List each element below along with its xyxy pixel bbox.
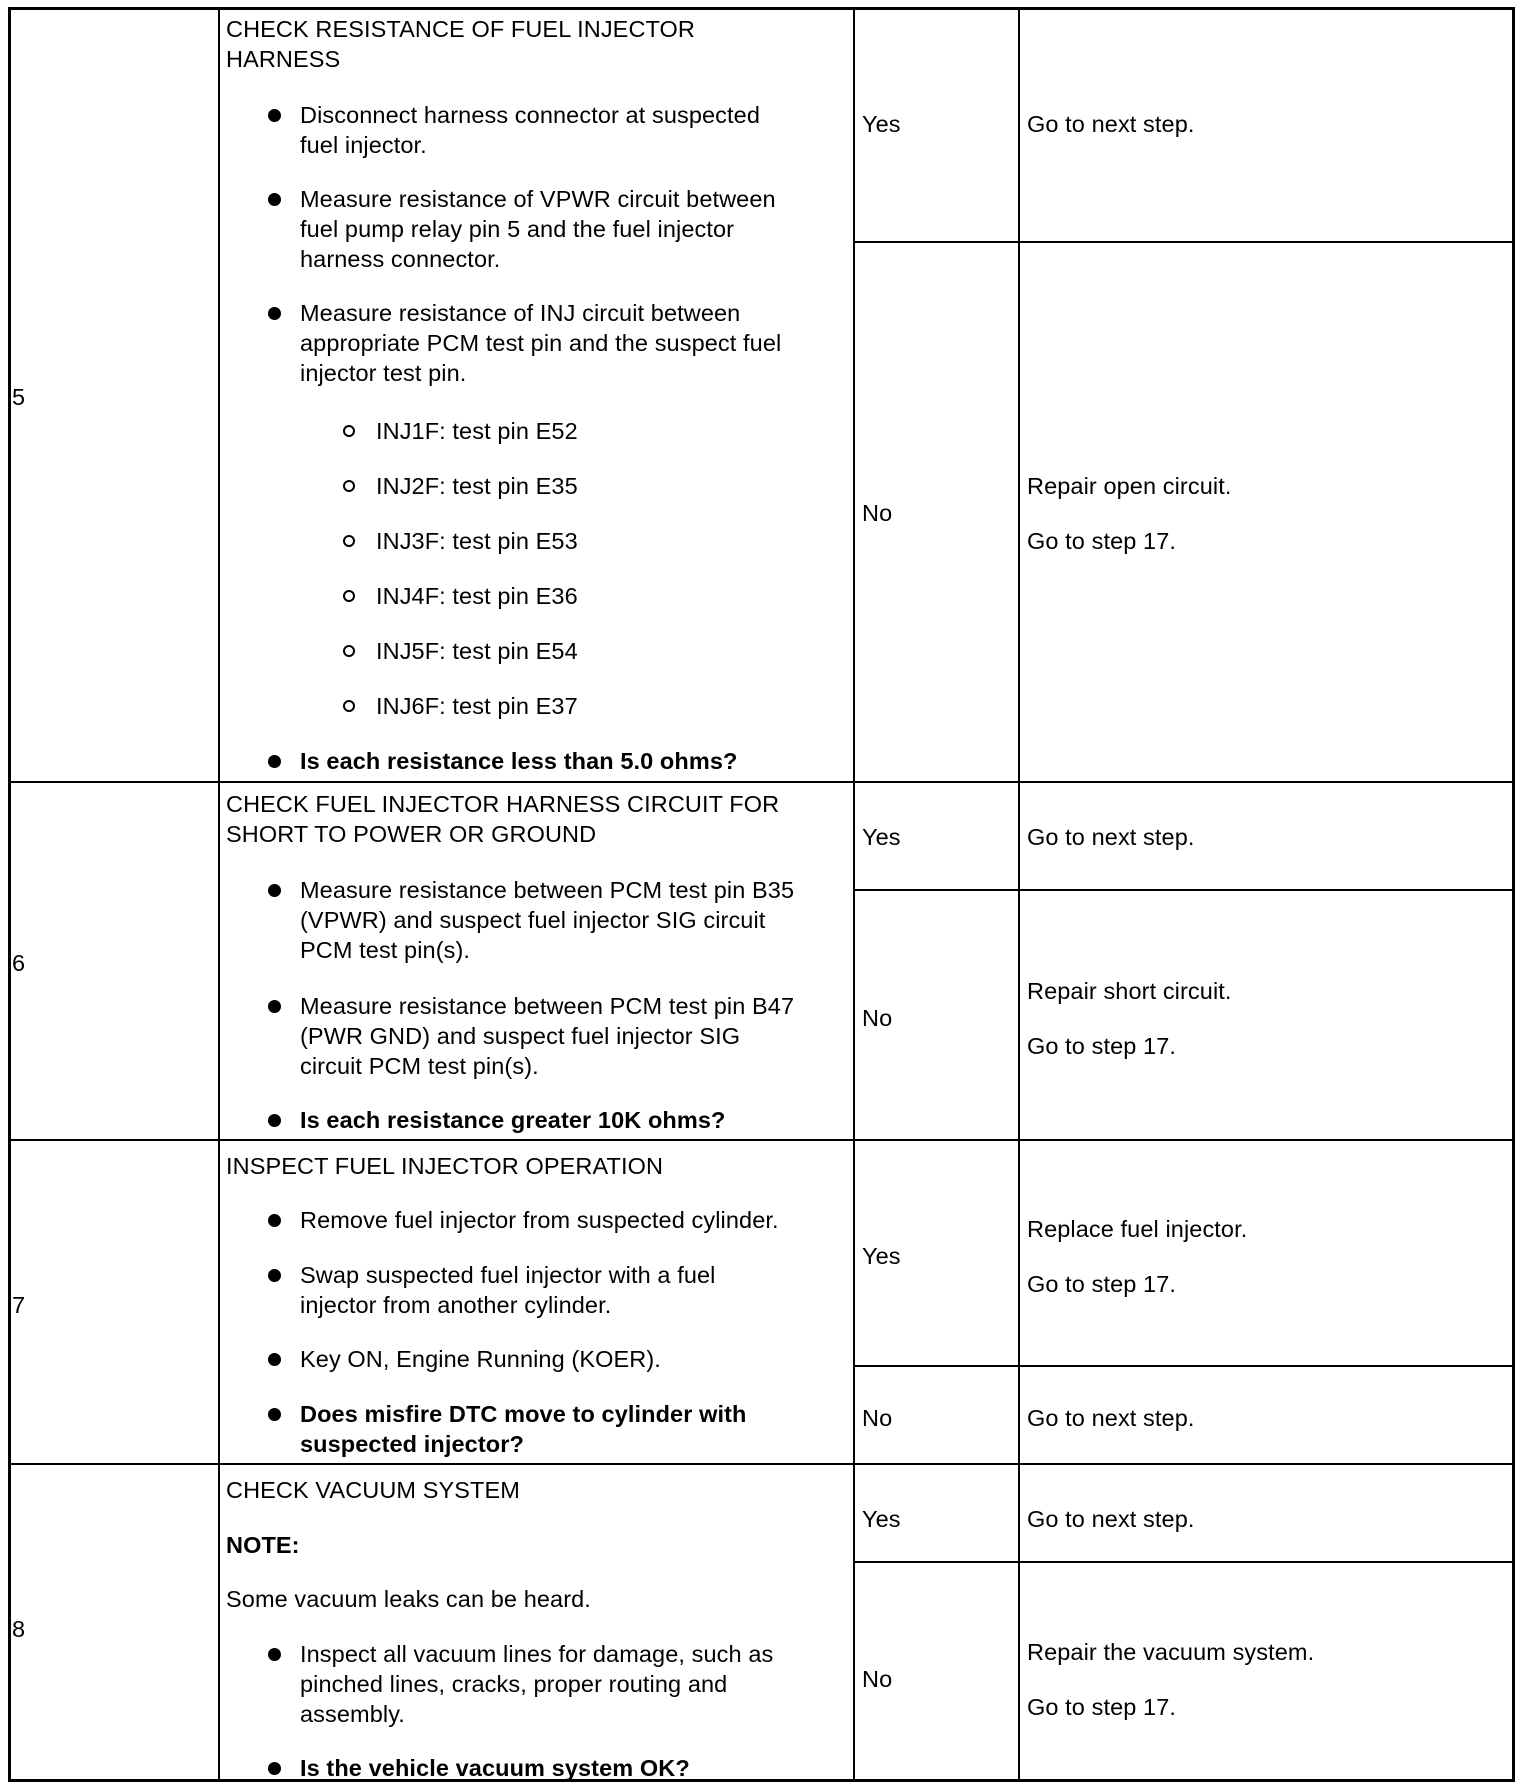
table-border-top: [8, 7, 1515, 10]
instruction-text: Measure resistance of INJ circuit between: [300, 300, 741, 326]
row-divider: [8, 781, 1515, 783]
step-question: Does misfire DTC move to cylinder with: [300, 1401, 747, 1427]
sub-bullet-icon: [343, 645, 355, 657]
table-border-bottom: [8, 1779, 1515, 1782]
instruction-text: Swap suspected fuel injector with a fuel: [300, 1262, 716, 1288]
sub-bullet-icon: [343, 535, 355, 547]
result-divider: [853, 1561, 1515, 1563]
bullet-icon: [268, 755, 281, 768]
row-divider: [8, 1139, 1515, 1141]
no-goto: Go to step 17.: [1027, 1033, 1177, 1059]
instruction-text: Measure resistance between PCM test pin B47: [300, 993, 795, 1019]
instruction-text: Remove fuel injector from suspected cylinder.: [300, 1207, 779, 1233]
step-question: Is each resistance less than 5.0 ohms?: [300, 748, 738, 774]
yes-action: Go to next step.: [1027, 111, 1195, 137]
test-pin-item: INJ5F: test pin E54: [376, 638, 578, 664]
table-border-left: [8, 7, 11, 1782]
instruction-text: Key ON, Engine Running (KOER).: [300, 1346, 661, 1372]
column-divider-step: [218, 7, 220, 1782]
bullet-icon: [268, 193, 281, 206]
no-goto: Go to step 17.: [1027, 528, 1177, 554]
instruction-text: harness connector.: [300, 246, 501, 272]
step-question: Is each resistance greater 10K ohms?: [300, 1107, 726, 1133]
yes-label: Yes: [862, 1243, 901, 1269]
column-divider-result: [1018, 7, 1020, 1782]
yes-label: Yes: [862, 824, 901, 850]
sub-bullet-icon: [343, 590, 355, 602]
step-title: CHECK VACUUM SYSTEM: [226, 1477, 520, 1503]
no-action: Go to next step.: [1027, 1405, 1195, 1431]
instruction-text: (VPWR) and suspect fuel injector SIG circuit: [300, 907, 766, 933]
result-divider: [853, 1365, 1515, 1367]
step-number: 6: [12, 950, 26, 976]
table-border-right: [1512, 7, 1515, 1782]
no-label: No: [862, 1666, 893, 1692]
result-divider: [853, 889, 1515, 891]
instruction-text: Measure resistance between PCM test pin B35: [300, 877, 795, 903]
test-pin-item: INJ2F: test pin E35: [376, 473, 578, 499]
instruction-text: Inspect all vacuum lines for damage, such as: [300, 1641, 774, 1667]
result-divider: [853, 241, 1515, 243]
bullet-icon: [268, 1114, 281, 1127]
no-label: No: [862, 500, 893, 526]
step-number: 7: [12, 1292, 26, 1318]
bullet-icon: [268, 1762, 281, 1775]
test-pin-item: INJ6F: test pin E37: [376, 693, 578, 719]
bullet-icon: [268, 307, 281, 320]
sub-bullet-icon: [343, 480, 355, 492]
instruction-text: fuel injector.: [300, 132, 427, 158]
step-question: Is the vehicle vacuum system OK?: [300, 1755, 690, 1781]
instruction-text: injector test pin.: [300, 360, 467, 386]
instruction-text: injector from another cylinder.: [300, 1292, 612, 1318]
step-title: INSPECT FUEL INJECTOR OPERATION: [226, 1153, 664, 1179]
step-number: 5: [12, 384, 26, 410]
bullet-icon: [268, 884, 281, 897]
sub-bullet-icon: [343, 700, 355, 712]
instruction-text: pinched lines, cracks, proper routing and: [300, 1671, 728, 1697]
no-goto: Go to step 17.: [1027, 1694, 1177, 1720]
no-action: Repair short circuit.: [1027, 978, 1232, 1004]
instruction-text: (PWR GND) and suspect fuel injector SIG: [300, 1023, 741, 1049]
bullet-icon: [268, 1408, 281, 1421]
yes-action: Go to next step.: [1027, 824, 1195, 850]
instruction-text: PCM test pin(s).: [300, 937, 471, 963]
instruction-text: appropriate PCM test pin and the suspect fuel: [300, 330, 782, 356]
column-divider-action: [853, 7, 855, 1782]
test-pin-item: INJ4F: test pin E36: [376, 583, 578, 609]
instruction-text: circuit PCM test pin(s).: [300, 1053, 539, 1079]
sub-bullet-icon: [343, 425, 355, 437]
instruction-text: Disconnect harness connector at suspected: [300, 102, 760, 128]
yes-label: Yes: [862, 1506, 901, 1532]
test-pin-item: INJ3F: test pin E53: [376, 528, 578, 554]
bullet-icon: [268, 1269, 281, 1282]
yes-goto: Go to step 17.: [1027, 1271, 1177, 1297]
yes-label: Yes: [862, 111, 901, 137]
step-title: CHECK RESISTANCE OF FUEL INJECTOR: [226, 16, 696, 42]
bullet-icon: [268, 1648, 281, 1661]
step-title: HARNESS: [226, 46, 341, 72]
no-label: No: [862, 1405, 893, 1431]
no-label: No: [862, 1005, 893, 1031]
step-title: CHECK FUEL INJECTOR HARNESS CIRCUIT FOR: [226, 791, 780, 817]
no-action: Repair the vacuum system.: [1027, 1639, 1315, 1665]
yes-action: Replace fuel injector.: [1027, 1216, 1248, 1242]
step-question: suspected injector?: [300, 1431, 524, 1457]
bullet-icon: [268, 109, 281, 122]
instruction-text: Measure resistance of VPWR circuit between: [300, 186, 776, 212]
row-divider: [8, 1463, 1515, 1465]
test-pin-item: INJ1F: test pin E52: [376, 418, 578, 444]
step-title: SHORT TO POWER OR GROUND: [226, 821, 597, 847]
instruction-text: assembly.: [300, 1701, 405, 1727]
instruction-text: fuel pump relay pin 5 and the fuel injector: [300, 216, 735, 242]
step-number: 8: [12, 1616, 26, 1642]
bullet-icon: [268, 1353, 281, 1366]
bullet-icon: [268, 1214, 281, 1227]
yes-action: Go to next step.: [1027, 1506, 1195, 1532]
bullet-icon: [268, 1000, 281, 1013]
note-text: Some vacuum leaks can be heard.: [226, 1586, 591, 1612]
no-action: Repair open circuit.: [1027, 473, 1232, 499]
note-label: NOTE:: [226, 1532, 300, 1558]
